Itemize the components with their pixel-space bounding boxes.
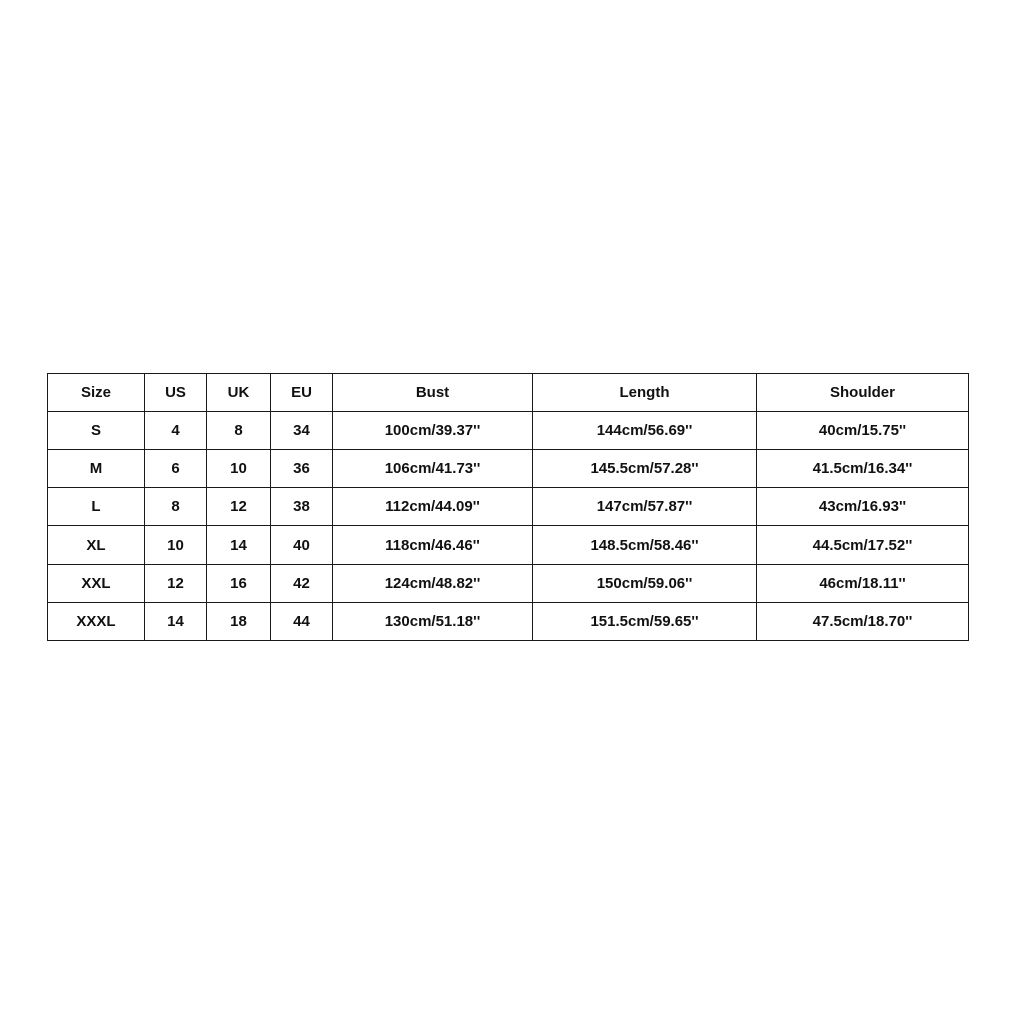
table-row	[48, 412, 969, 450]
table-row	[48, 602, 969, 640]
cell-uk: 14	[207, 526, 271, 564]
cell-us: 6	[145, 450, 207, 488]
cell-us: 12	[145, 564, 207, 602]
cell-bust: 100cm/39.37''	[333, 412, 533, 450]
header-size: Size	[48, 374, 145, 412]
cell-uk: 18	[207, 602, 271, 640]
cell-shoulder: 43cm/16.93''	[757, 488, 969, 526]
header-row	[48, 374, 969, 412]
cell-shoulder: 47.5cm/18.70''	[757, 602, 969, 640]
cell-length: 150cm/59.06''	[533, 564, 757, 602]
cell-uk: 10	[207, 450, 271, 488]
header-shoulder: Shoulder	[757, 374, 969, 412]
cell-shoulder: 41.5cm/16.34''	[757, 450, 969, 488]
table-row	[48, 488, 969, 526]
cell-length: 147cm/57.87''	[533, 488, 757, 526]
cell-bust: 118cm/46.46''	[333, 526, 533, 564]
header-eu: EU	[271, 374, 333, 412]
cell-eu: 44	[271, 602, 333, 640]
header-uk: UK	[207, 374, 271, 412]
cell-length: 151.5cm/59.65''	[533, 602, 757, 640]
cell-uk: 16	[207, 564, 271, 602]
cell-shoulder: 44.5cm/17.52''	[757, 526, 969, 564]
cell-us: 10	[145, 526, 207, 564]
cell-eu: 40	[271, 526, 333, 564]
header-us: US	[145, 374, 207, 412]
cell-shoulder: 46cm/18.11''	[757, 564, 969, 602]
cell-eu: 42	[271, 564, 333, 602]
cell-shoulder: 40cm/15.75''	[757, 412, 969, 450]
cell-uk: 8	[207, 412, 271, 450]
cell-size: M	[48, 450, 145, 488]
cell-bust: 130cm/51.18''	[333, 602, 533, 640]
cell-length: 144cm/56.69''	[533, 412, 757, 450]
cell-bust: 106cm/41.73''	[333, 450, 533, 488]
cell-size: S	[48, 412, 145, 450]
size-chart-table	[47, 373, 969, 641]
table-row	[48, 526, 969, 564]
cell-eu: 36	[271, 450, 333, 488]
cell-eu: 34	[271, 412, 333, 450]
cell-size: XXXL	[48, 602, 145, 640]
cell-size: XL	[48, 526, 145, 564]
table-row	[48, 450, 969, 488]
cell-eu: 38	[271, 488, 333, 526]
header-length: Length	[533, 374, 757, 412]
cell-length: 148.5cm/58.46''	[533, 526, 757, 564]
cell-us: 4	[145, 412, 207, 450]
header-bust: Bust	[333, 374, 533, 412]
cell-size: L	[48, 488, 145, 526]
cell-length: 145.5cm/57.28''	[533, 450, 757, 488]
cell-us: 8	[145, 488, 207, 526]
table-row	[48, 564, 969, 602]
cell-uk: 12	[207, 488, 271, 526]
cell-bust: 112cm/44.09''	[333, 488, 533, 526]
cell-us: 14	[145, 602, 207, 640]
cell-bust: 124cm/48.82''	[333, 564, 533, 602]
cell-size: XXL	[48, 564, 145, 602]
